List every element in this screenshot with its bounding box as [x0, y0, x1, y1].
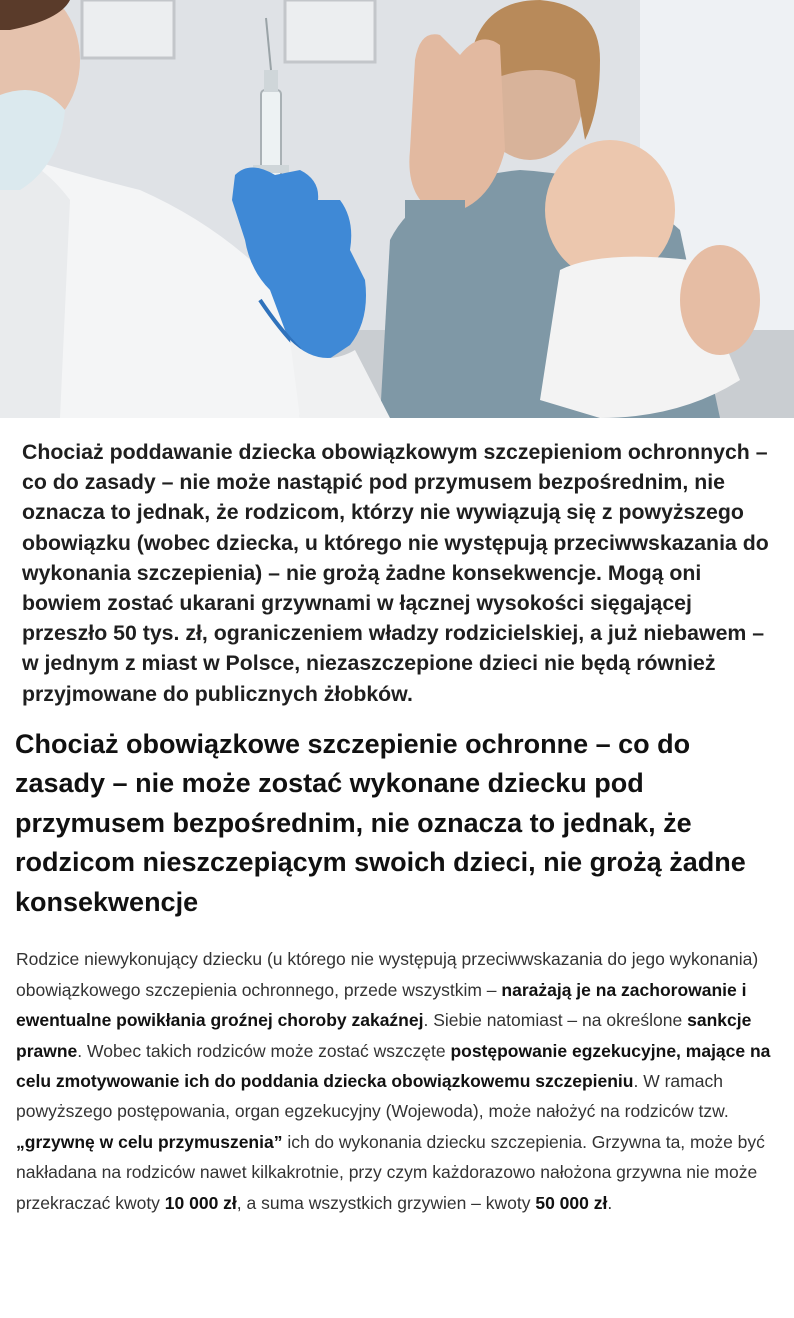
hero-image: [0, 0, 794, 418]
paragraph-text: .: [607, 1192, 613, 1213]
paragraph-text: , a suma wszystkich grzywien – kwoty: [236, 1192, 536, 1213]
paragraph-bold-text: sankcje prawne: [16, 1010, 752, 1061]
article-paragraph: [0, 922, 794, 1218]
paragraph-text: ich do wykonania dziecku szczepienia. Grzywna ta, może być nakładana na rodziców nawet kilkakrotnie, przy czym każdorazowo nałożona grzywna nie może przekraczać kwoty: [16, 1131, 765, 1213]
paragraph-bold-text: narażają je na zachorowanie i ewentualne powikłania groźnej choroby zakaźnej: [16, 979, 747, 1031]
paragraph-bold-text: postępowanie egzekucyjne, mające na celu zmotywowanie ich do poddania dziecka obowiązkowemu szczepieniu: [16, 1040, 771, 1091]
section-heading: Chociaż obowiązkowe szczepienie ochronne – co do zasady – nie może zostać wykonane dziecku pod przymusem bezpośrednim, nie oznacza to jednak, że rodzicom nieszczepiącym swoich dzieci, nie grożą żadne konsekwencje: [15, 728, 746, 917]
paragraph-text: Rodzice niewykonujący dziecku (u którego nie występują przeciwwskazania do jego wykonania) obowiązkowego szczepienia ochronnego, przede wszystkim –: [16, 949, 759, 1000]
syringe-doctor-mother-photo: [0, 0, 794, 418]
paragraph-text: . Siebie natomiast – na określone: [423, 1010, 688, 1031]
paragraph-text: . Wobec takich rodziców może zostać wszczęte: [77, 1040, 451, 1061]
paragraph-bold-text: 50 000 zł: [535, 1192, 608, 1213]
paragraph-text: . W ramach powyższego postępowania, organ egzekucyjny (Wojewoda), może nałożyć na rodziców tzw.: [16, 1070, 729, 1122]
paragraph-bold-text: 10 000 zł: [164, 1192, 237, 1213]
article-lead: Chociaż poddawanie dziecka obowiązkowym szczepieniom ochronnych – co do zasady – nie może nastąpić pod przymusem bezpośrednim, nie oznacza to jednak, że rodzicom, którzy nie wywiązują się z powyższego obowiązku (wobec dziecka, u którego nie występują przeciwwskazania do wykonania szczepienia) – nie grożą żadne konsekwencje. Mogą oni bowiem zostać ukarani grzywnami w łącznej wysokości sięgającej przeszło 50 tys. zł, ograniczeniem władzy rodzicielskiej, a już niebawem – w jednym z miast w Polsce, niezaszczepione dzieci nie będą również przyjmowane do publicznych żłobków.: [22, 440, 769, 706]
paragraph-bold-text: „grzywnę w celu przymuszenia”: [16, 1131, 283, 1152]
